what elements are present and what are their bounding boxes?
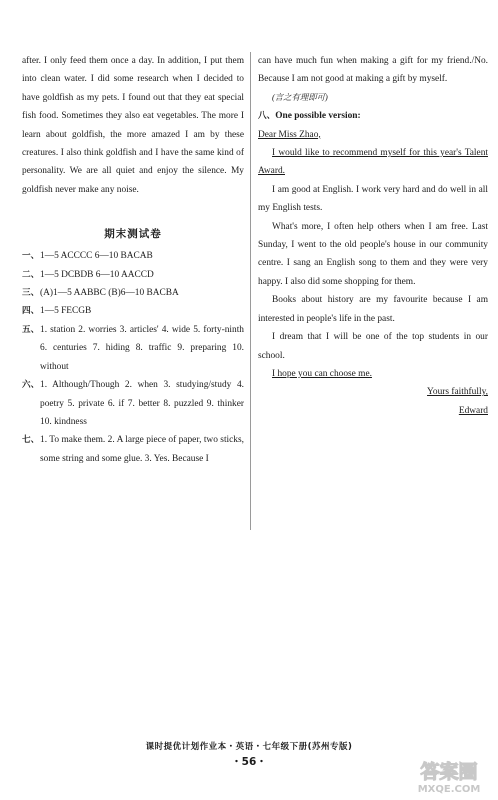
page-number: ・56・ bbox=[231, 756, 267, 768]
answer-number: 四、 bbox=[22, 306, 40, 317]
letter-signature: Edward bbox=[458, 405, 488, 416]
column-divider bbox=[250, 52, 251, 530]
letter-paragraph: I hope you can choose me. bbox=[272, 368, 372, 379]
letter-paragraph: I would like to recommend myself for this year's Talent Award. bbox=[258, 148, 488, 177]
answer-text: 1. To make them. 2. A large piece of paper, two sticks, some string and some glue. 3. Yes. Because I bbox=[40, 435, 244, 464]
answer-number: 三、 bbox=[22, 288, 40, 299]
letter-paragraph: Books about history are my favourite because I am interested in people's life in the past. bbox=[258, 295, 488, 324]
exam-title: 期末测试卷 bbox=[104, 228, 162, 241]
answer-text: 1—5 DCBDB 6—10 AACCD bbox=[40, 269, 154, 280]
answer-number: 七、 bbox=[22, 435, 40, 446]
answer-row bbox=[22, 284, 244, 302]
grading-note: (言之有理即可) bbox=[272, 92, 328, 102]
section-number: 八、 bbox=[258, 111, 276, 122]
section-heading bbox=[258, 107, 488, 125]
watermark-url-text: MXQE.COM bbox=[417, 784, 481, 795]
section-title: One possible version: bbox=[275, 111, 361, 122]
answer-text: (A)1—5 AABBC (B)6—10 BACBA bbox=[40, 288, 179, 299]
letter-closing: Yours faithfully, bbox=[427, 387, 488, 398]
letter-paragraph: I am good at English. I work very hard and do well in all my English tests. bbox=[258, 184, 488, 214]
answer-number: 一、 bbox=[22, 251, 40, 262]
answer-row bbox=[22, 302, 244, 320]
watermark-logo-icon bbox=[408, 757, 490, 795]
left-column bbox=[22, 52, 244, 468]
book-title: 课时提优计划作业本・英语・七年级下册(苏州专版) bbox=[145, 742, 353, 752]
answer-text: 1. station 2. worries 3. articles' 4. wide 5. forty-ninth 6. centuries 7. hiding 8. traffic 9. preparing 10. without bbox=[40, 324, 244, 372]
continued-answer: can have much fun when making a gift for my friend./No. Because I am not good at making a gift by myself. bbox=[258, 56, 488, 85]
watermark-logo-text: 答案圈 bbox=[420, 761, 478, 783]
passage-text: after. I only feed them once a day. In addition, I put them into clean water. I did some research when I decided to have goldfish as my pets. I found out that they eat special fish food. Sometimes they also eat vegetables. The more I learn about goldfish, the more amazed I am by these creatures. I also think goldfish and I have the same kind of personality. We are all quiet and enjoy the silence. My goldfish never make any noise. bbox=[22, 56, 244, 195]
answer-number: 六、 bbox=[22, 380, 40, 391]
answer-row bbox=[22, 431, 244, 468]
answer-text: 1. Although/Though 2. when 3. studying/study 4. poetry 5. private 6. if 7. better 8. puzzled 9. thinker 10. kindness bbox=[40, 380, 244, 427]
answer-row bbox=[22, 376, 244, 431]
answer-row bbox=[22, 266, 244, 284]
answer-text: 1—5 ACCCC 6—10 BACAB bbox=[40, 251, 153, 262]
letter-greeting: Dear Miss Zhao, bbox=[258, 129, 321, 140]
right-column bbox=[258, 52, 488, 420]
answer-row bbox=[22, 247, 244, 265]
letter-paragraph: What's more, I often help others when I am free. Last Sunday, I went to the old people's house in our community centre. I sang an English song to them and they were very happy. I also did some shopping for them. bbox=[258, 221, 488, 287]
answer-number: 五、 bbox=[22, 324, 40, 335]
answer-number: 二、 bbox=[22, 269, 40, 280]
answer-row bbox=[22, 321, 244, 376]
answer-text: 1—5 FECGB bbox=[40, 306, 92, 317]
letter-paragraph: I dream that I will be one of the top students in our school. bbox=[258, 332, 488, 361]
